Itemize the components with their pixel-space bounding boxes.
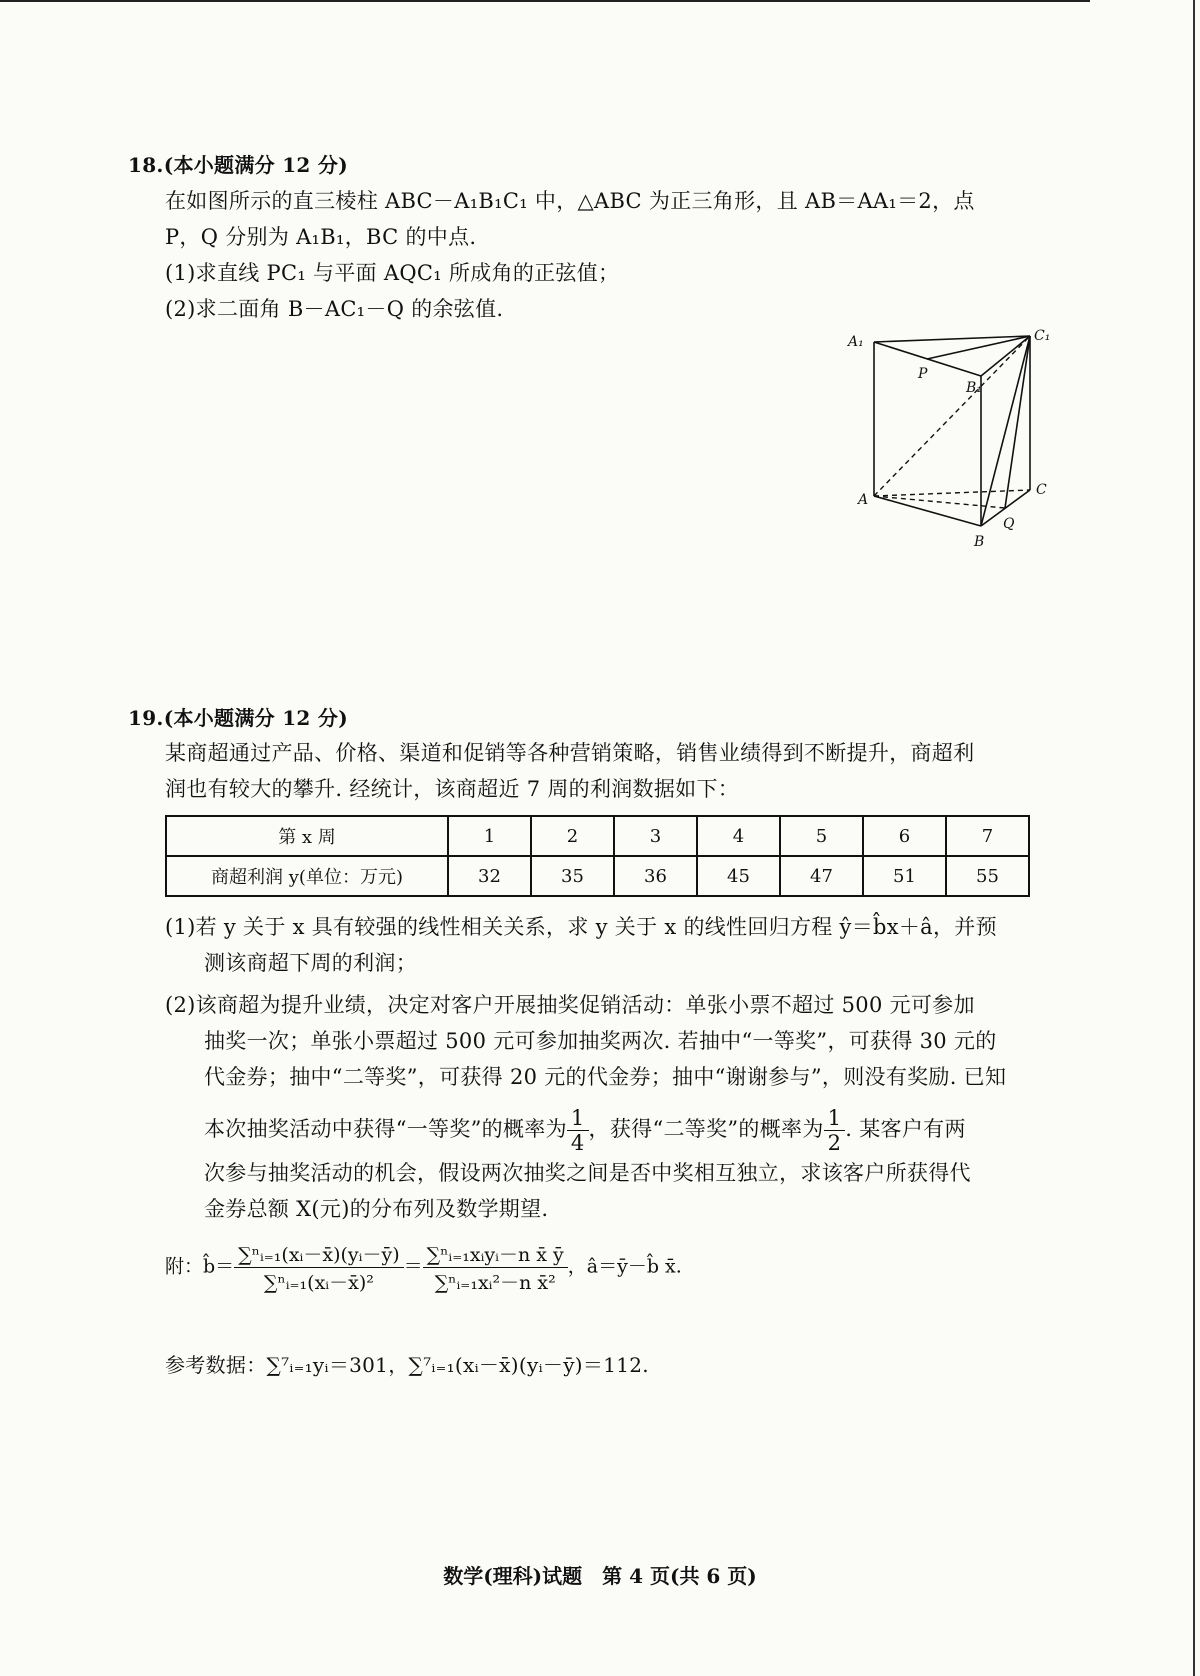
q19-part1-line1: (1)若 y 关于 x 具有较强的线性相关关系，求 y 关于 x 的线性回归方程 ŷ＝b̂x＋â，并预 <box>165 915 997 939</box>
q19-part2-line4 <box>204 1106 966 1155</box>
table-row-profits <box>166 856 1029 896</box>
right-border-line <box>1193 0 1195 1676</box>
fraction-numerator: 1 <box>567 1106 589 1131</box>
table-header-week: 第 x 周 <box>166 816 448 856</box>
label-c: C <box>1036 482 1047 498</box>
q19-header: 19.(本小题满分 12 分) <box>128 706 348 730</box>
table-cell: 47 <box>780 856 863 896</box>
table-cell: 4 <box>697 816 780 856</box>
profit-table <box>165 815 1030 897</box>
table-cell: 36 <box>614 856 697 896</box>
formula-fraction-2 <box>423 1240 568 1295</box>
table-header-profit: 商超利润 y(单位：万元) <box>166 856 448 896</box>
label-b1: B₁ <box>966 380 982 396</box>
formula-tail: ，â＝ȳ－b̂ x̄. <box>567 1255 682 1278</box>
q19-part2-line5: 次参与抽奖活动的机会，假设两次抽奖之间是否中奖相互独立，求该客户所获得代 <box>204 1161 971 1185</box>
table-cell: 45 <box>697 856 780 896</box>
q18-statement-line2: P，Q 分别为 A₁B₁，BC 的中点. <box>165 225 477 249</box>
reference-data: 参考数据：∑⁷ᵢ₌₁yᵢ＝301，∑⁷ᵢ₌₁(xᵢ－x̄)(yᵢ－ȳ)＝112. <box>165 1353 649 1377</box>
label-c1: C₁ <box>1034 328 1051 344</box>
table-cell: 51 <box>863 856 946 896</box>
q19-part2-line4-a: 本次抽奖活动中获得“一等奖”的概率为 <box>204 1117 567 1141</box>
table-cell: 5 <box>780 816 863 856</box>
fraction-denominator: 4 <box>570 1131 585 1155</box>
q19-part1-line2: 测该商超下周的利润； <box>204 951 417 975</box>
table-cell: 6 <box>863 816 946 856</box>
q18-header: 18.(本小题满分 12 分) <box>128 153 348 177</box>
fraction-numerator: 1 <box>824 1106 846 1131</box>
q19-part2-line4-b: ，获得“二等奖”的概率为 <box>588 1117 824 1141</box>
q19-intro-line1: 某商超通过产品、价格、渠道和促销等各种营销策略，销售业绩得到不断提升，商超利 <box>165 741 975 765</box>
label-q: Q <box>1003 516 1015 532</box>
q19-part2-line6: 金券总额 X(元)的分布列及数学期望. <box>204 1197 549 1221</box>
prism-figure <box>838 326 1068 561</box>
label-a: A <box>858 492 869 508</box>
label-b: B <box>974 534 985 550</box>
segment-qc1 <box>1005 336 1030 508</box>
table-row-weeks <box>166 816 1029 856</box>
formula-denominator-2: ∑ⁿᵢ₌₁xᵢ²－n x̄² <box>434 1272 556 1294</box>
page-footer: 数学(理科)试题 第 4 页(共 6 页) <box>443 1564 757 1588</box>
q19-part2-line3: 代金券；抽中“二等奖”，可获得 20 元的代金券；抽中“谢谢参与”，则没有奖励. 已知 <box>204 1065 1007 1089</box>
fraction-one-half <box>824 1106 846 1155</box>
edge-ab <box>874 496 981 526</box>
table-cell: 1 <box>448 816 531 856</box>
fraction-denominator: 2 <box>827 1131 842 1155</box>
q19-part2-line1: (2)该商超为提升业绩，决定对客户开展抽奖促销活动：单张小票不超过 500 元可参加 <box>165 993 975 1017</box>
table-cell: 32 <box>448 856 531 896</box>
q18-part1: (1)求直线 PC₁ 与平面 AQC₁ 所成角的正弦值； <box>165 261 620 285</box>
formula-equals: ＝ <box>403 1255 423 1278</box>
label-p: P <box>918 366 928 382</box>
segment-bc1 <box>981 336 1030 526</box>
formula-numerator-1: ∑ⁿᵢ₌₁(xᵢ－x̄)(yᵢ－ȳ) <box>234 1240 403 1268</box>
fraction-one-quarter <box>567 1106 589 1155</box>
formula-label: 附：b̂＝ <box>165 1255 235 1278</box>
table-cell: 7 <box>946 816 1029 856</box>
q19-part2-line4-c: . 某客户有两 <box>845 1117 966 1141</box>
label-a1: A₁ <box>848 334 864 350</box>
table-cell: 55 <box>946 856 1029 896</box>
top-border-line <box>0 0 1090 2</box>
regression-formula <box>165 1240 682 1295</box>
table-cell: 2 <box>531 816 614 856</box>
table-cell: 3 <box>614 816 697 856</box>
formula-numerator-2: ∑ⁿᵢ₌₁xᵢyᵢ－n x̄ ȳ <box>423 1240 568 1268</box>
table-cell: 35 <box>531 856 614 896</box>
q19-part2-line2: 抽奖一次；单张小票超过 500 元可参加抽奖两次. 若抽中“一等奖”，可获得 30 元的 <box>204 1029 997 1053</box>
formula-denominator-1: ∑ⁿᵢ₌₁(xᵢ－x̄)² <box>263 1272 374 1294</box>
q19-intro-line2: 润也有较大的攀升. 经统计，该商超近 7 周的利润数据如下： <box>165 777 740 801</box>
q18-part2: (2)求二面角 B－AC₁－Q 的余弦值. <box>165 297 504 321</box>
dashed-ac1 <box>874 336 1030 496</box>
q18-statement-line1: 在如图所示的直三棱柱 ABC－A₁B₁C₁ 中，△ABC 为正三角形，且 AB＝AA₁＝2，点 <box>165 189 975 213</box>
formula-fraction-1 <box>234 1240 403 1295</box>
